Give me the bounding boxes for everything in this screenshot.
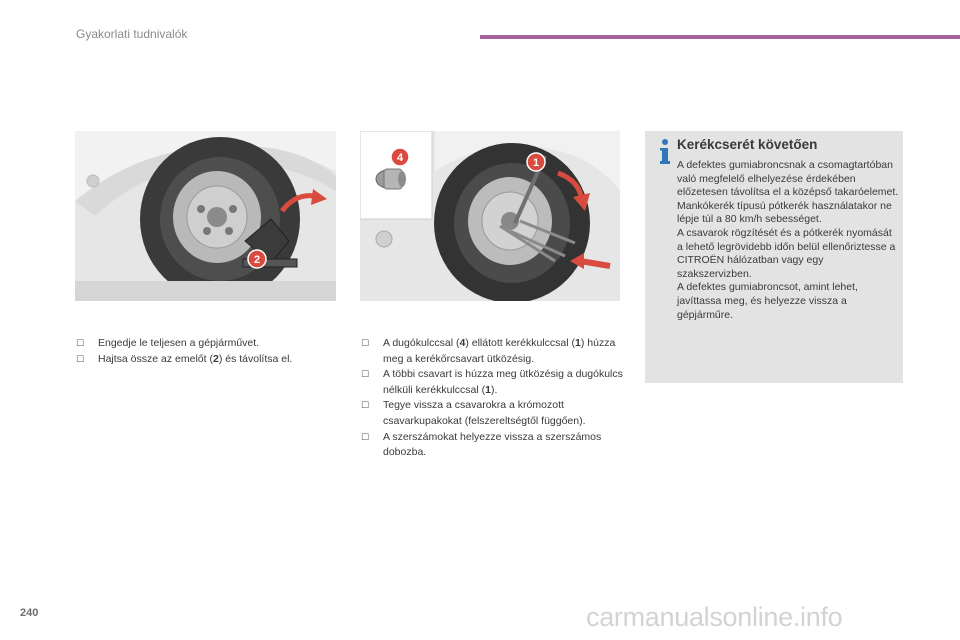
bolt-tightening-illustration: [360, 131, 620, 301]
info-paragraph: A csavarok rögzítését és a pótkerék nyomását a lehető legrövidebb időn belül ellenőriztesse a CITROËN hálózatban vagy egy szakszervizben.: [677, 226, 896, 280]
step-item: ☐ A többi csavart is húzza meg ütközésig a dugókulcs nélküli kerékkulccsal (1).: [361, 368, 623, 396]
socket-icon: [376, 169, 406, 189]
checkbox-bullet-icon: ☐: [361, 431, 370, 442]
checkbox-bullet-icon: ☐: [361, 369, 370, 380]
checkbox-bullet-icon: ☐: [76, 353, 85, 364]
page-number: 240: [20, 607, 39, 619]
watermark: carmanualsonline.info: [586, 602, 843, 632]
step-list-lower-jack: [76, 336, 346, 367]
info-icon: [657, 137, 673, 165]
step-item: ☐ Hajtsa össze az emelőt (2) és távolítsa el.: [76, 352, 346, 368]
checkbox-bullet-icon: ☐: [361, 338, 370, 348]
checkbox-bullet-icon: ☐: [361, 400, 370, 411]
info-paragraph: Mankókerék típusú pótkerék használatakor ne lépje túl a 80 km/h sebességet.: [677, 199, 892, 226]
info-paragraph: A defektes gumiabroncsnak a csomagtartóban való megfelelő elhelyezése érdekében előzetesen távolítsa el a középső takaróelemet.: [677, 159, 899, 199]
step-list-tighten-bolts: [361, 336, 626, 461]
jack-removal-illustration: [75, 131, 336, 301]
callout-1-label: 1: [532, 157, 540, 169]
step-item: ☐ Engedje le teljesen a gépjárművet.: [76, 336, 346, 352]
step-item: ☐ A dugókulccsal (4) ellátott kerékkulccsal (1) húzza meg a kerékőrcsavart ütközésig.: [361, 337, 616, 365]
step-item: ☐ A szerszámokat helyezze vissza a szerszámos dobozba.: [361, 430, 602, 459]
info-box: [645, 131, 903, 383]
checkbox-bullet-icon: ☐: [76, 338, 85, 348]
step-item: ☐ Tegye vissza a csavarokra a krómozott csavarkupakokat (felszereltségtől függően).: [361, 399, 586, 427]
info-paragraph: A defektes gumiabroncsot, amint lehet, javíttassa meg, és helyezze vissza a gépjárműre.: [677, 281, 858, 321]
callout-4-label: 4: [396, 152, 404, 164]
header-accent-bar: [480, 35, 960, 39]
section-title: Gyakorlati tudnivalók: [76, 27, 188, 41]
info-box-title: Kerékcserét követően: [677, 137, 818, 152]
callout-2-label: 2: [253, 254, 261, 266]
info-box-body: [677, 159, 899, 322]
